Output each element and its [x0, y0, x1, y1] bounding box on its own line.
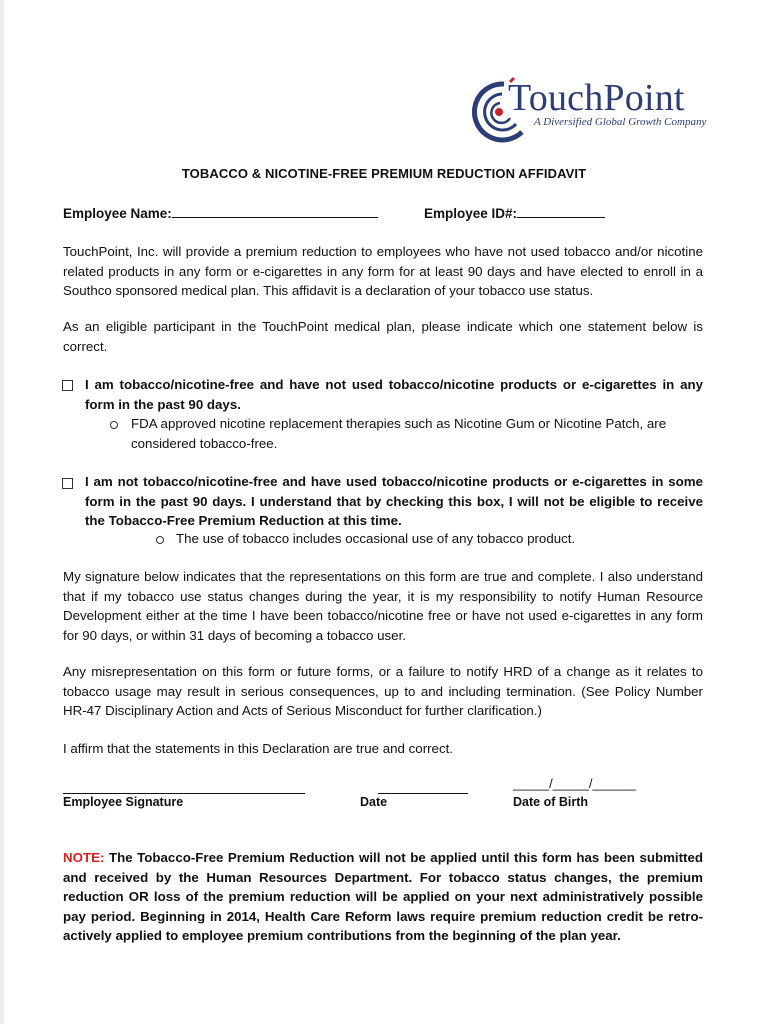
option2-checkbox[interactable] — [62, 478, 73, 489]
employee-name-line[interactable] — [172, 205, 378, 218]
touchpoint-logo — [466, 74, 716, 154]
logo-tagline: A Diversified Global Growth Company — [534, 116, 707, 128]
option2-bullet-icon — [156, 536, 164, 544]
option2-text: I am not tobacco/nicotine-free and have used tobacco/nicotine products or e-cigarettes in some form in the past 90 days. I understand that by checking this box, I will not be eligible to receive the Tobacco-Free Premium Reduction at this time. — [85, 474, 703, 528]
misrepresentation-paragraph: Any misrepresentation on this form or future forms, or a failure to notify HRD of a change as it relates to tobacco usage may result in serious consequences, up to and including termination. (See Policy Number HR-47 Disciplinary Action and Acts of Serious Misconduct for further clarification.) — [63, 664, 703, 718]
option1-text: I am tobacco/nicotine-free and have not used tobacco/nicotine products or e-cigarettes in any form in the past 90 days. — [85, 377, 703, 412]
logo-name: TouchPoint — [508, 77, 685, 119]
option1-bullet-icon — [110, 421, 118, 429]
note-paragraph — [63, 848, 703, 946]
note-label: NOTE: — [63, 850, 105, 865]
employee-signature-line[interactable] — [63, 792, 305, 794]
page-title: TOBACCO & NICOTINE-FREE PREMIUM REDUCTION AFFIDAVIT — [181, 166, 587, 181]
employee-name-field[interactable] — [63, 205, 378, 221]
date-label: Date — [360, 795, 388, 809]
option2-subtext: The use of tobacco includes occasional use of any tobacco product. — [176, 531, 576, 546]
date-of-birth-line[interactable]: _____/_____/______ — [513, 776, 636, 791]
employee-signature-label: Employee Signature — [63, 795, 184, 809]
option1-subtext: FDA approved nicotine replacement therapies such as Nicotine Gum or Nicotine Patch, are considered tobacco-free. — [131, 416, 667, 451]
affirm-statement: I affirm that the statements in this Declaration are true and correct. — [63, 741, 453, 756]
instruction-paragraph: As an eligible participant in the TouchPoint medical plan, please indicate which one statement below is correct. — [63, 319, 703, 354]
employee-id-field[interactable] — [424, 205, 605, 221]
employee-id-label: Employee ID#: — [424, 206, 518, 221]
employee-name-label: Employee Name: — [63, 206, 172, 221]
employee-id-line[interactable] — [517, 205, 605, 218]
note-text: The Tobacco-Free Premium Reduction will not be applied until this form has been submitted and received by the Human Resources Department. For tobacco status changes, the premium reduction OR loss of the premium reduction will be applied on your next administratively possible pay period. Beginning in 2014, Health Care Reform laws require premium reduction credit be retro-actively applied to employee premium contributions from the beginning of the plan year. — [63, 850, 703, 943]
signature-statement: My signature below indicates that the representations on this form are true and complete. I also understand that if my tobacco use status changes during the year, it is my responsibility to notify Human Resource Development either at the time I have been tobacco/nicotine free or have not used e-cigarettes in any form for 90 days, or within 31 days of becoming a tobacco user. — [63, 569, 703, 643]
option1-checkbox[interactable] — [62, 380, 73, 391]
date-line[interactable] — [378, 792, 468, 794]
date-of-birth-label: Date of Birth — [513, 795, 588, 809]
intro-paragraph: TouchPoint, Inc. will provide a premium reduction to employees who have not used tobacco and/or nicotine related products in any form or e-cigarettes in any form for at least 90 days and have elected to enroll in a Southco sponsored medical plan. This affidavit is a declaration of your tobacco use status. — [63, 244, 703, 298]
